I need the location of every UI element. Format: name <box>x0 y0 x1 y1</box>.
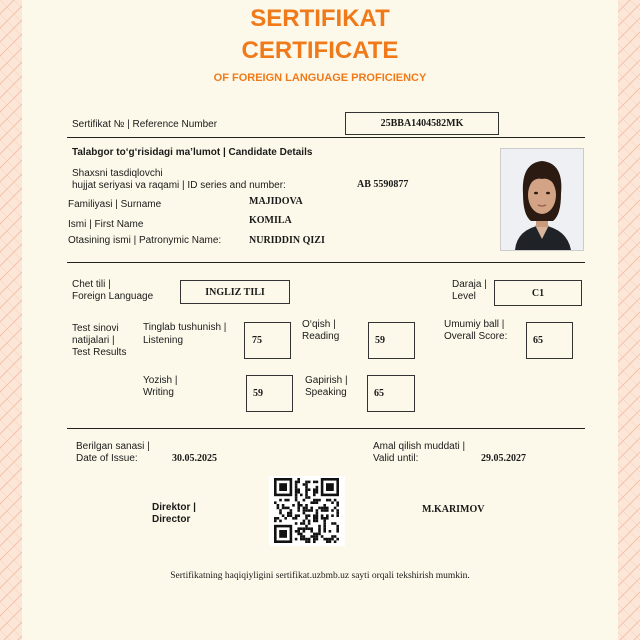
valid-label-2: Valid until: <box>373 453 419 464</box>
title-uz: SERTIFIKAT <box>250 5 390 32</box>
patronymic-value: NURIDDIN QIZI <box>249 235 325 246</box>
results-label-3: Test Results <box>72 347 127 358</box>
overall-label-1: Umumiy ball | <box>444 319 505 330</box>
divider <box>67 137 585 138</box>
reading-label-2: Reading <box>302 331 340 342</box>
director-label-1: Direktor | <box>152 502 196 513</box>
verification-note: Sertifikatning haqiqiyligini sertifikat.uzbmb.uz sayti orqali tekshirish mumkin. <box>170 571 470 581</box>
surname-label: Familiyasi | Surname <box>68 199 162 210</box>
director-label-2: Director <box>152 514 191 525</box>
writing-label-2: Writing <box>143 387 174 398</box>
first-name-label: Ismi | First Name <box>68 219 144 230</box>
results-label-1: Test sinovi <box>72 323 119 334</box>
writing-score: 59 <box>246 375 293 412</box>
divider <box>67 262 585 263</box>
issue-value: 30.05.2025 <box>172 453 217 464</box>
qr-code <box>269 476 345 546</box>
title-en: CERTIFICATE <box>241 37 399 64</box>
id-label-1: Shaxsni tasdiqlovchi <box>72 168 163 179</box>
surname-value: MAJIDOVA <box>249 196 303 207</box>
level-label-2: Level <box>452 291 476 302</box>
patronymic-label: Otasining ismi | Patronymic Name: <box>68 235 222 246</box>
writing-label-1: Yozish | <box>143 375 178 386</box>
speaking-score: 65 <box>367 375 415 412</box>
speaking-label-2: Speaking <box>305 387 347 398</box>
language-label-2: Foreign Language <box>72 291 154 302</box>
listening-score: 75 <box>244 322 291 359</box>
language-value: INGLIZ TILI <box>180 280 290 304</box>
divider <box>67 428 585 429</box>
reading-label-1: O‘qish | <box>302 319 336 330</box>
reference-label: Sertifikat № | Reference Number <box>72 119 218 130</box>
subtitle: OF FOREIGN LANGUAGE PROFICIENCY <box>213 72 427 84</box>
speaking-label-1: Gapirish | <box>305 375 348 386</box>
level-label-1: Daraja | <box>452 279 487 290</box>
valid-value: 29.05.2027 <box>481 453 526 464</box>
overall-label-2: Overall Score: <box>444 331 508 342</box>
overall-score: 65 <box>526 322 573 359</box>
valid-label-1: Amal qilish muddati | <box>373 441 466 452</box>
id-label-2: hujjat seriyasi va raqami | ID series and number: <box>72 180 286 191</box>
candidate-photo <box>500 148 584 251</box>
reading-score: 59 <box>368 322 415 359</box>
listening-label-2: Listening <box>143 335 184 346</box>
level-value: C1 <box>494 280 582 306</box>
candidate-section-title: Talabgor to‘g‘risidagi ma’lumot | Candidate Details <box>72 147 313 158</box>
reference-value: 25BBA1404582MK <box>345 112 499 135</box>
first-name-value: KOMILA <box>249 215 292 226</box>
results-label-2: natijalari | <box>72 335 115 346</box>
issue-label-1: Berilgan sanasi | <box>76 441 150 452</box>
director-name: M.KARIMOV <box>422 504 485 515</box>
issue-label-2: Date of Issue: <box>76 453 138 464</box>
id-value: AB 5590877 <box>357 179 409 190</box>
language-label-1: Chet tili | <box>72 279 111 290</box>
listening-label-1: Tinglab tushunish | <box>143 322 227 333</box>
